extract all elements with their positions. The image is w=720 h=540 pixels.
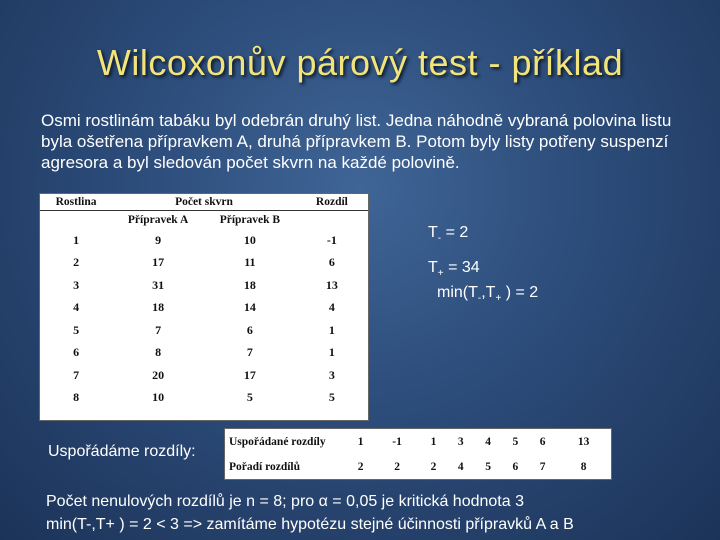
table-row xyxy=(40,342,368,365)
slide-title: Wilcoxonův párový test - příklad xyxy=(96,42,624,83)
cell-plant: 7 xyxy=(73,367,80,382)
cell-a: 10 xyxy=(152,390,165,405)
cell-plant: 3 xyxy=(73,277,80,292)
cell-plant: 4 xyxy=(73,300,80,315)
table-row xyxy=(40,319,368,342)
sub-b-header: Přípravek B xyxy=(219,214,281,226)
sub-a-header: Přípravek A xyxy=(127,214,189,226)
t-minus-stat: $T_- = 2$ xyxy=(428,224,469,245)
row2-cell: 2 xyxy=(357,460,364,473)
cell-diff: 13 xyxy=(325,277,338,292)
order-label: Uspořádáme rozdíly: xyxy=(48,443,196,460)
cell-b: 6 xyxy=(246,322,253,337)
t-plus-stat: $T_+ = 34$ xyxy=(428,259,480,280)
col-spots-header: Počet skvrn xyxy=(112,194,296,211)
cell-b: 17 xyxy=(243,367,256,382)
cell-diff: 3 xyxy=(328,367,335,382)
cell-b: 11 xyxy=(244,255,256,270)
cell-diff: 1 xyxy=(328,322,335,337)
rank-label: Pořadí rozdílů xyxy=(229,460,301,473)
cell-diff: 4 xyxy=(328,300,335,315)
table-row xyxy=(40,229,368,252)
cell-a: 7 xyxy=(155,322,162,337)
min-stat: $\min(T_-,T_+$ ) = 2 xyxy=(437,284,539,305)
table-row xyxy=(40,274,368,297)
row2-cell: 2 xyxy=(394,460,400,473)
cell-diff: -1 xyxy=(326,232,337,247)
cell-a: 20 xyxy=(152,367,165,382)
table-row xyxy=(40,364,368,387)
cell-b: 18 xyxy=(243,277,256,292)
table-row xyxy=(40,387,368,410)
cell-b: 5 xyxy=(246,390,253,405)
order-table-image xyxy=(224,428,612,480)
cell-diff: 6 xyxy=(328,255,335,270)
order-table xyxy=(225,429,611,479)
row2-cell: 4 xyxy=(457,460,464,473)
data-table xyxy=(40,194,368,409)
conclusion-line-1: Počet nenulových rozdílů je n = 8; pro α = 0,05 je kritická hodnota 3 xyxy=(46,493,524,510)
cell-plant: 2 xyxy=(73,255,80,270)
row2-cell: 7 xyxy=(539,460,546,473)
stats-block xyxy=(428,218,480,288)
cell-diff: 1 xyxy=(328,345,335,360)
row1-cell: 6 xyxy=(539,435,546,448)
intro-text: Osmi rostlinám tabáku byl odebrán druhý list. Jedna náhodně vybraná polovina listu byla ošetřena přípravkem A, druhá přípravkem B. Potom byly listy potřeny suspenzí agresora a byl sledován počet skvrn na každé polovině. xyxy=(41,111,672,172)
cell-a: 31 xyxy=(152,277,165,292)
cell-b: 14 xyxy=(243,300,256,315)
cell-plant: 1 xyxy=(73,232,80,247)
cell-plant: 5 xyxy=(73,322,80,337)
cell-a: 8 xyxy=(155,345,162,360)
row2-cell: 8 xyxy=(580,460,587,473)
cell-plant: 8 xyxy=(73,390,80,405)
cell-b: 7 xyxy=(246,345,253,360)
row1-cell: -1 xyxy=(392,435,402,448)
cell-plant: 6 xyxy=(73,345,80,360)
cell-diff: 5 xyxy=(328,390,335,405)
row2-cell: 6 xyxy=(512,460,519,473)
ordered-differences-row xyxy=(225,429,611,454)
cell-b: 10 xyxy=(243,232,256,247)
data-table-image xyxy=(39,193,369,421)
table-body xyxy=(40,229,368,409)
row1-cell: 3 xyxy=(457,435,464,448)
row2-cell: 2 xyxy=(430,460,437,473)
table-row xyxy=(40,297,368,320)
row1-cell: 1 xyxy=(357,435,364,448)
conclusion-text xyxy=(46,490,716,536)
row1-cell: 4 xyxy=(485,435,491,448)
table-row xyxy=(40,252,368,275)
row2-cell: 5 xyxy=(485,460,491,473)
row1-cell: 1 xyxy=(430,435,437,448)
cell-a: 18 xyxy=(152,300,165,315)
ordered-differences-label: Uspořádané rozdíly xyxy=(229,435,326,448)
cell-a: 9 xyxy=(155,232,162,247)
conclusion-line-2: min(T-,T+ ) = 2 < 3 => zamítáme hypotézu stejné účinnosti přípravků A a B xyxy=(46,516,574,533)
cell-a: 17 xyxy=(152,255,165,270)
rank-row xyxy=(225,454,611,479)
row1-cell: 5 xyxy=(512,435,519,448)
col-plant-header: Rostlina xyxy=(40,194,112,211)
col-diff-header: Rozdíl xyxy=(296,194,368,211)
row1-cell: 13 xyxy=(577,435,590,448)
